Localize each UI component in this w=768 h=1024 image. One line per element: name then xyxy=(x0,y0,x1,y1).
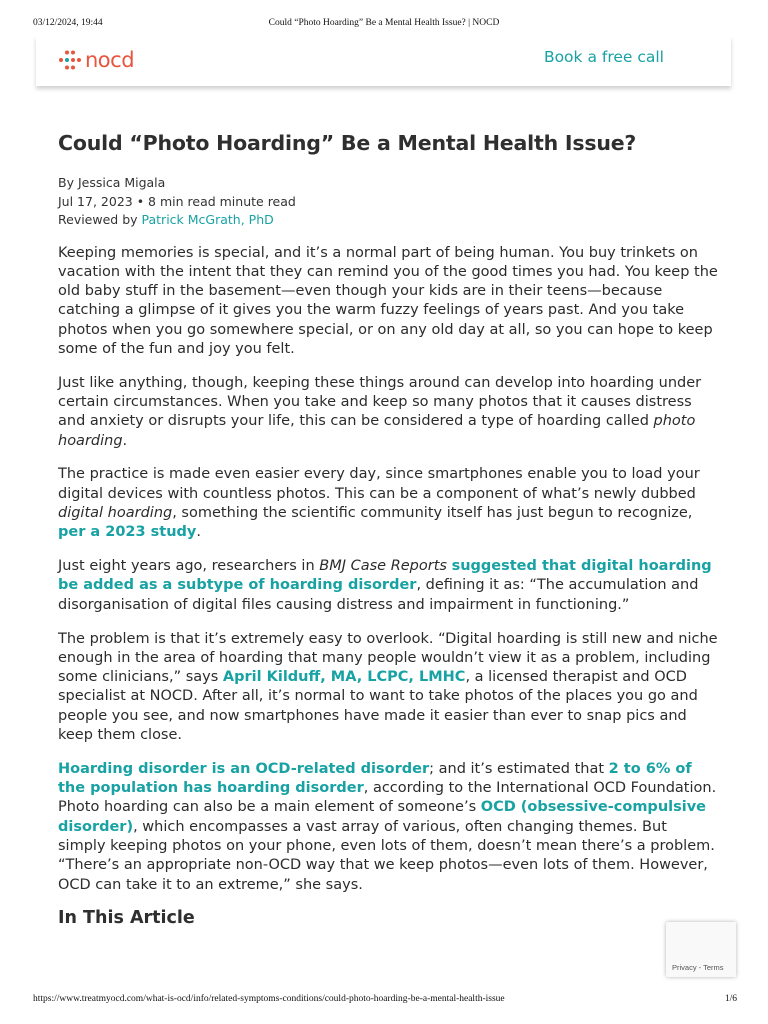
site-header xyxy=(36,36,731,86)
reviewed-prefix: Reviewed by xyxy=(58,212,142,227)
april-kilduff-link[interactable]: April Kilduff, MA, LCPC, LMHC xyxy=(222,669,466,686)
paragraph-text: , defining it as: “The accumulation and disorganisation of digital files causing distress and impairment in functioning.” xyxy=(58,577,699,613)
emphasis-digital-hoarding: digital hoarding xyxy=(58,505,173,522)
reviewed-line xyxy=(58,211,718,230)
book-free-call-button[interactable]: Book a free call xyxy=(543,48,664,66)
in-this-article-heading: In This Article xyxy=(58,908,195,929)
print-url: https://www.treatmyocd.com/what-is-ocd/info/related-symptoms-conditions/could-photo-hoarding-be-a-mental-health-issue xyxy=(33,994,505,1004)
paragraph-6 xyxy=(58,760,718,895)
paragraph-text: ; and it’s estimated that xyxy=(429,760,609,777)
hoarding-prevalence-link[interactable]: 2 to 6% of the population has hoarding disorder xyxy=(58,760,692,797)
logo-text: nocd xyxy=(85,48,135,72)
print-page-title: Could “Photo Hoarding” Be a Mental Health Issue? | NOCD xyxy=(268,18,500,28)
paragraph-text: , according to the International OCD Foundation. Photo hoarding can also be a main element of someone’s xyxy=(58,780,717,816)
emphasis-bmj-case-reports: BMJ Case Reports xyxy=(319,558,447,575)
author-line: By Jessica Migala xyxy=(58,175,166,190)
reviewer-link[interactable]: Patrick McGrath, PhD xyxy=(141,212,274,227)
ocd-definition-link[interactable]: OCD (obsessive-compulsive disorder) xyxy=(58,799,706,835)
paragraph-5 xyxy=(58,630,718,746)
paragraph-text: Just like anything, though, keeping these things around can develop into hoarding under certain circumstances. When you take and keep so many photos that it causes distress and anxiety or disrupts your life, this can be considered a type of hoarding called xyxy=(58,374,702,430)
date-read-line: Jul 17, 2023 • 8 min read minute read xyxy=(58,193,296,209)
article-title: Could “Photo Hoarding” Be a Mental Health Issue? xyxy=(58,131,637,155)
paragraph-text: The problem is that it’s extremely easy to overlook. “Digital hoarding is still new and niche enough in the area of hoarding that many people wouldn’t view it as a problem, including some clinicians,” says xyxy=(58,630,718,686)
article xyxy=(58,128,718,929)
nocd-logo[interactable] xyxy=(58,50,134,70)
paragraph-text: The practice is made even easier every day, since smartphones enable you to load your digital devices with countless photos. This can be a component of what’s newly dubbed xyxy=(58,466,700,502)
paragraph-4 xyxy=(58,557,718,615)
hoarding-disorder-ocd-link[interactable]: Hoarding disorder is an OCD-related disorder xyxy=(58,760,430,777)
paragraph-text: . xyxy=(122,432,128,449)
paragraph-text: Just eight years ago, researchers in xyxy=(58,558,320,575)
print-date: 03/12/2024, 19:44 xyxy=(33,18,103,28)
paragraph-text: , a licensed therapist and OCD specialist at NOCD. After all, it’s normal to want to take photos of the places you go and people you see, and now smartphones have made it easier than ever to snap pics and keep them close. xyxy=(58,669,698,744)
paragraph-text: . xyxy=(196,524,201,541)
study-2023-link[interactable]: per a 2023 study xyxy=(58,524,197,541)
print-page-number: 1/6 xyxy=(724,994,737,1004)
paragraph-text: , something the scientific community itself has just begun to recognize, xyxy=(172,505,693,522)
paragraph-3 xyxy=(58,465,718,542)
emphasis-photo-hoarding: photo hoarding xyxy=(58,413,696,449)
paragraph-text: , which encompasses a vast array of various, often changing themes. But simply keeping photos on your phone, even lots of them, doesn’t mean there’s a problem. “There’s an appropriate non-OCD way that we keep photos—even lots of them. However, OCD can take it to an extreme,” she says. xyxy=(58,818,715,893)
paragraph-2 xyxy=(58,374,718,451)
recaptcha-badge[interactable] xyxy=(666,922,736,977)
article-body xyxy=(58,244,718,929)
recaptcha-privacy-terms[interactable]: Privacy - Terms xyxy=(672,963,724,972)
digital-hoarding-subtype-link[interactable]: suggested that digital hoarding be added as a subtype of hoarding disorder xyxy=(58,558,712,594)
paragraph-1: Keeping memories is special, and it’s a normal part of being human. You buy trinkets on vacation with the intent that they can remind you of the good times you had. You keep the old baby stuff in the basement—even though your kids are in their teens—because catching a glimpse of it gives you the warm fuzzy feelings of years past. And you take photos when you go somewhere special, or on any old day at all, so you can hope to keep some of the fun and joy you felt. xyxy=(58,244,718,357)
article-meta xyxy=(58,174,718,230)
nocd-logo-icon xyxy=(58,50,82,70)
